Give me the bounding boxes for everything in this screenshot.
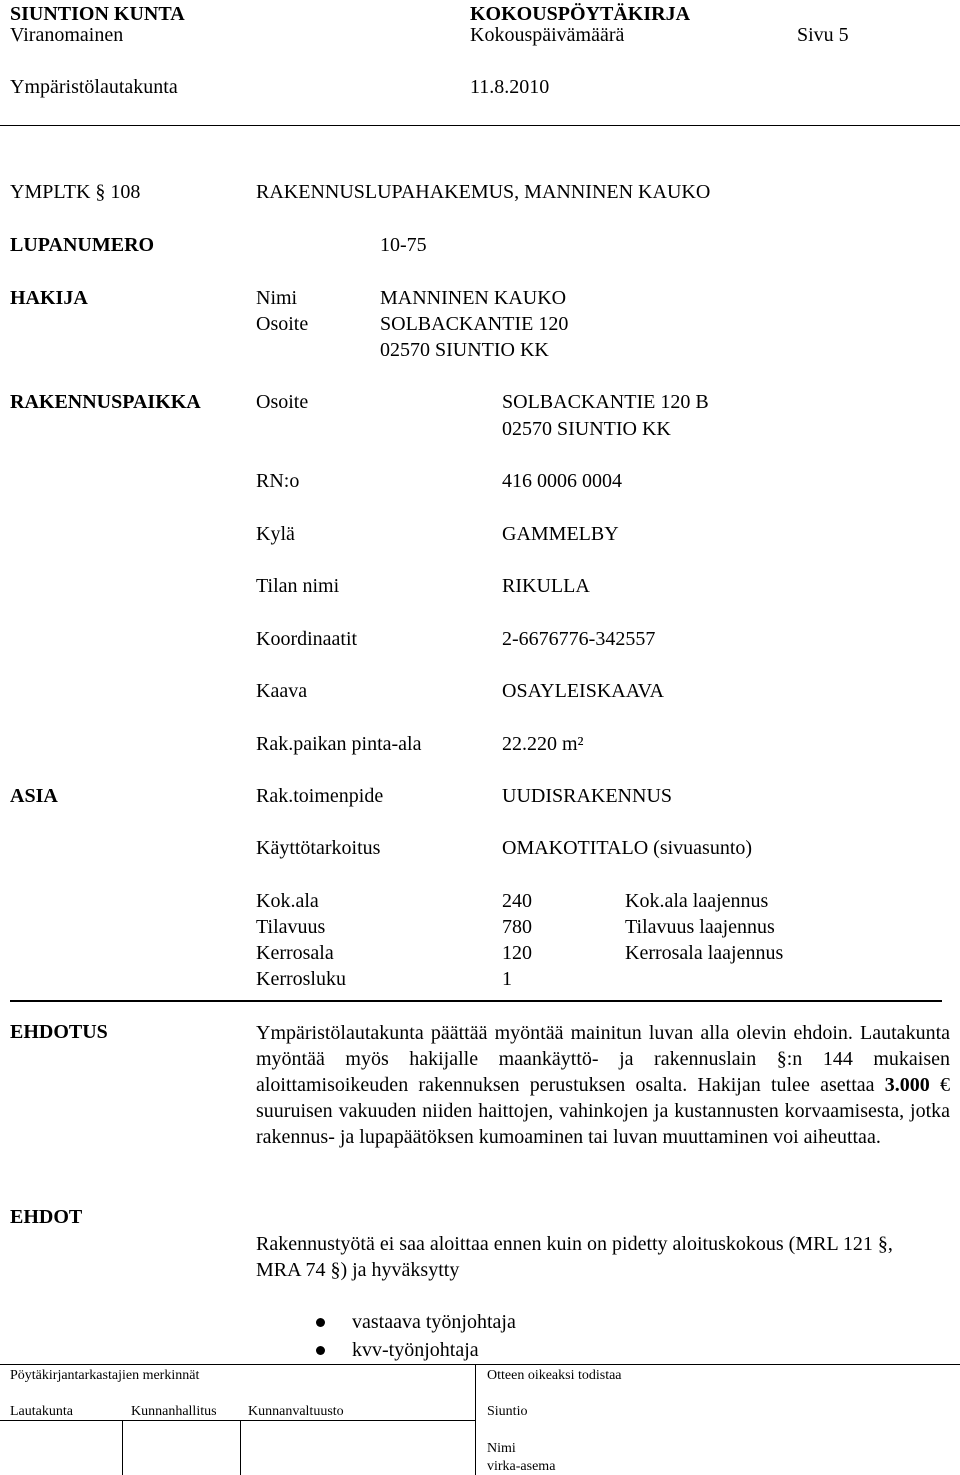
applicant-address-label: Osoite — [256, 313, 309, 335]
bullet-icon — [316, 1346, 325, 1355]
guarantee-amount: 3.000 — [884, 1074, 930, 1096]
estate-name-label: Tilan nimi — [256, 575, 340, 597]
site-address-label: Osoite — [256, 391, 309, 413]
applicant-address-line1: SOLBACKANTIE 120 — [380, 313, 569, 335]
gross-floor-area-extension-label: Kerrosala laajennus — [625, 942, 784, 964]
meeting-date: 11.8.2010 — [470, 76, 550, 98]
property-id-label: RN:o — [256, 470, 300, 492]
coordinates-label: Koordinaatit — [256, 628, 358, 650]
coordinates: 2-6676776-342557 — [502, 628, 656, 650]
site-area: 22.220 m² — [502, 733, 584, 755]
matter-label: ASIA — [10, 785, 58, 807]
applicant-label: HAKIJA — [10, 287, 88, 309]
section-divider — [10, 1000, 942, 1002]
site-address-line1: SOLBACKANTIE 120 B — [502, 391, 709, 413]
building-action: UUDISRAKENNUS — [502, 785, 673, 807]
footer-column-divider — [122, 1420, 123, 1475]
floor-area-extension-label: Kok.ala laajennus — [625, 890, 769, 912]
floor-count: 1 — [502, 968, 512, 990]
floor-count-label: Kerrosluku — [256, 968, 346, 990]
bullet-responsible-supervisor: vastaava työnjohtaja — [352, 1311, 516, 1333]
case-title: RAKENNUSLUPAHAKEMUS, MANNINEN KAUKO — [256, 181, 711, 203]
header-divider — [0, 125, 960, 126]
footer-divider — [475, 1364, 476, 1475]
proposal-text — [256, 1020, 950, 1150]
certified-label: Otteen oikeaksi todistaa — [487, 1368, 622, 1383]
signer-position-label: virka-asema — [487, 1459, 556, 1474]
authority-label: Viranomainen — [10, 24, 124, 46]
conditions-text: Rakennustyötä ei saa aloittaa ennen kuin on pidetty aloituskokous (MRL 121 §, MRA 74 §) ja hyväksytty — [256, 1233, 893, 1281]
gross-floor-area-label: Kerrosala — [256, 942, 334, 964]
gross-floor-area: 120 — [502, 942, 532, 964]
intended-use-label: Käyttötarkoitus — [256, 837, 381, 859]
case-number: YMPLTK § 108 — [10, 181, 141, 203]
meeting-date-label: Kokouspäivämäärä — [470, 24, 625, 46]
board-column-label: Lautakunta — [10, 1404, 73, 1419]
municipality-name: SIUNTION KUNTA — [10, 3, 185, 25]
document-type: KOKOUSPÖYTÄKIRJA — [470, 3, 691, 25]
site-label: RAKENNUSPAIKKA — [10, 391, 201, 413]
permit-number: 10-75 — [380, 234, 427, 256]
municipal-council-column-label: Kunnanvaltuusto — [248, 1404, 344, 1419]
permit-number-label: LUPANUMERO — [10, 234, 155, 256]
applicant-name-label: Nimi — [256, 287, 298, 309]
volume: 780 — [502, 916, 532, 938]
page-number: Sivu 5 — [797, 24, 849, 46]
village: GAMMELBY — [502, 523, 619, 545]
property-id: 416 0006 0004 — [502, 470, 622, 492]
zoning-plan-label: Kaava — [256, 680, 308, 702]
checkers-label: Pöytäkirjantarkastajien merkinnät — [10, 1368, 200, 1383]
bullet-hvac-supervisor: kvv-työnjohtaja — [352, 1339, 479, 1361]
municipal-board-column-label: Kunnanhallitus — [131, 1404, 217, 1419]
proposal-text-start: Ympäristölautakunta päättää myöntää mainitun luvan alla olevin ehdoin. Lautakunta myöntää myös hakijalle maankäyttö- ja rakennuslain §:n 144 mukaisen aloittamisoikeuden rakennuksen perustuksen osalta. Hakijan tulee asettaa — [256, 1022, 950, 1096]
floor-area: 240 — [502, 890, 532, 912]
signer-name-label: Nimi — [487, 1441, 516, 1456]
zoning-plan: OSAYLEISKAAVA — [502, 680, 664, 702]
intended-use: OMAKOTITALO (sivuasunto) — [502, 837, 753, 859]
conditions-label: EHDOT — [10, 1206, 83, 1228]
footer-top-border — [0, 1364, 960, 1365]
site-address-line2: 02570 SIUNTIO KK — [502, 418, 671, 440]
volume-label: Tilavuus — [256, 916, 326, 938]
estate-name: RIKULLA — [502, 575, 590, 597]
footer-column-divider — [240, 1420, 241, 1475]
village-label: Kylä — [256, 523, 295, 545]
footer-row-divider — [0, 1420, 475, 1421]
volume-extension-label: Tilavuus laajennus — [625, 916, 775, 938]
site-area-label: Rak.paikan pinta-ala — [256, 733, 422, 755]
applicant-address-line2: 02570 SIUNTIO KK — [380, 339, 549, 361]
place-label: Siuntio — [487, 1404, 528, 1419]
proposal-label: EHDOTUS — [10, 1021, 108, 1043]
proposal-text-end: € suuruisen vakuuden niiden haittojen, vahinkojen ja kustannusten korvaamisesta, jotka rakennus- ja lupapäätöksen kumoaminen tai luvan muuttaminen voi aiheuttaa. — [256, 1074, 951, 1148]
authority-name: Ympäristölautakunta — [10, 76, 178, 98]
bullet-icon — [316, 1318, 325, 1327]
building-action-label: Rak.toimenpide — [256, 785, 384, 807]
applicant-name: MANNINEN KAUKO — [380, 287, 567, 309]
floor-area-label: Kok.ala — [256, 890, 319, 912]
